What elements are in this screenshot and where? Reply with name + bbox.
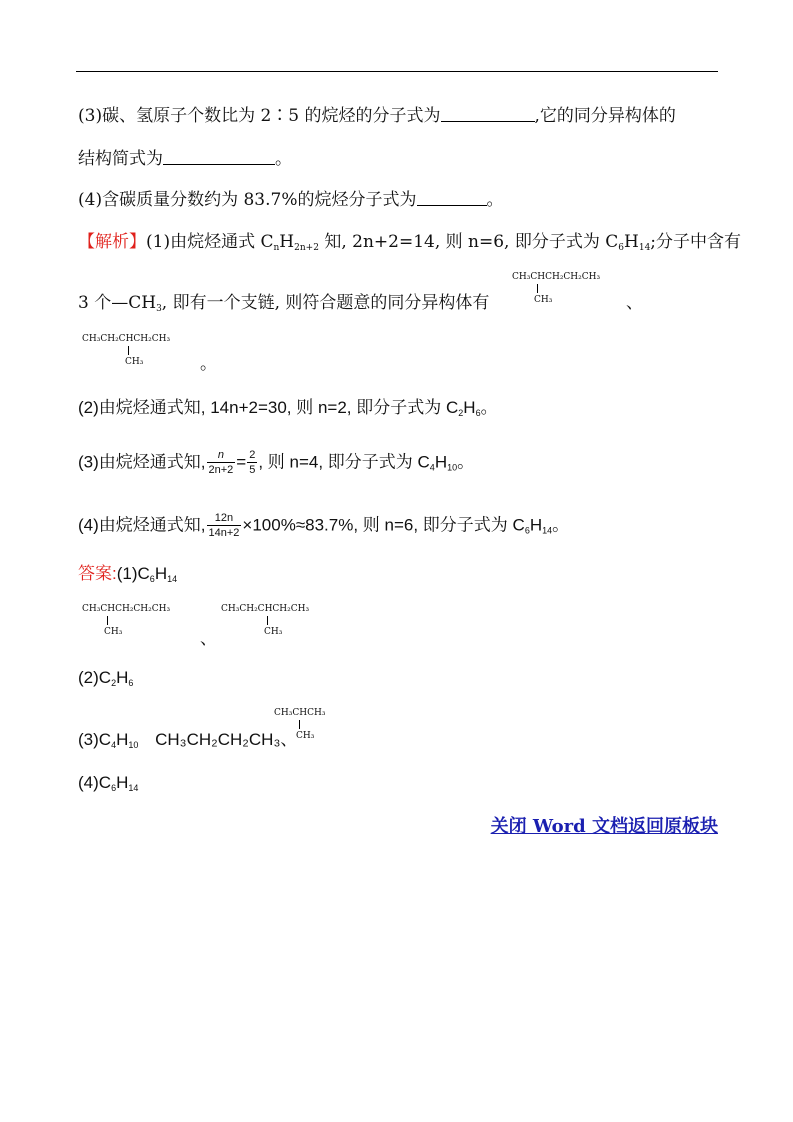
q4-text-2: 。 bbox=[486, 190, 504, 210]
text: (1)C bbox=[116, 564, 150, 583]
fraction bbox=[207, 512, 242, 540]
numerator: 2 bbox=[249, 449, 256, 461]
text: H bbox=[154, 564, 168, 583]
q3-text: (3)碳、氢原子个数比为 2∶5 的烷烃的分子式为 bbox=[78, 106, 441, 126]
structure-main-chain: CH₃CHCH₂CH₂CH₃ bbox=[512, 272, 601, 282]
text: 、 bbox=[626, 293, 643, 313]
question-3-line-1 bbox=[78, 105, 676, 127]
header-rule bbox=[76, 71, 718, 72]
structure-branch: CH₃ bbox=[125, 357, 144, 367]
structure-branch: CH₃ bbox=[264, 627, 283, 637]
text: , 即有一个支链, 则符合题意的同分异构体有 bbox=[161, 293, 490, 313]
subscript: 6 bbox=[475, 408, 481, 418]
text: H bbox=[279, 232, 295, 252]
text: (4)C bbox=[78, 773, 112, 792]
structure-main-chain: CH₃CHCH₃ bbox=[274, 708, 326, 718]
subscript: 6 bbox=[128, 678, 134, 688]
subscript: 14 bbox=[167, 574, 178, 584]
structure-main-chain: CH₃CHCH₂CH₂CH₃ bbox=[82, 604, 171, 614]
q3-text-2: ,它的同分异构体的 bbox=[534, 106, 676, 126]
bond-line bbox=[537, 284, 538, 293]
subscript: 10 bbox=[447, 462, 458, 473]
text: (3)由烷烃通式知, bbox=[78, 452, 206, 472]
fraction bbox=[207, 449, 236, 477]
subscript: 2n+2 bbox=[294, 243, 319, 253]
subscript: 14 bbox=[128, 783, 139, 793]
answer-blank bbox=[163, 148, 275, 165]
text: 。 bbox=[457, 452, 475, 472]
bond-line bbox=[299, 720, 300, 729]
answer-line-4 bbox=[78, 772, 138, 794]
subscript: 2 bbox=[111, 678, 117, 688]
text: (4)由烷烃通式知, bbox=[78, 515, 206, 535]
analysis-line-s2 bbox=[78, 397, 498, 419]
structure-2-methylpentane bbox=[512, 272, 601, 305]
text: 。 bbox=[200, 354, 217, 374]
text: 3 个—CH bbox=[78, 293, 157, 313]
answer-line-3 bbox=[78, 729, 297, 751]
numerator: 12n bbox=[214, 512, 234, 524]
text: H bbox=[116, 773, 129, 792]
text: H bbox=[434, 452, 448, 472]
structure-branch: CH₃ bbox=[296, 731, 315, 741]
question-3-line-2 bbox=[78, 148, 292, 170]
text: (1)由烷烃通式 C bbox=[146, 232, 274, 252]
subscript: 4 bbox=[429, 462, 435, 473]
analysis-line-s3 bbox=[78, 449, 474, 477]
text: 。 bbox=[480, 398, 498, 417]
fraction bbox=[247, 449, 257, 477]
text: 知, 2n+2=14, 则 n=6, 即分子式为 C bbox=[318, 232, 619, 252]
structure-main-chain: CH₃CH₂CHCH₂CH₃ bbox=[82, 334, 171, 344]
q4-text: (4)含碳质量分数约为 83.7%的烷烃分子式为 bbox=[78, 190, 417, 210]
bond-line bbox=[267, 616, 268, 625]
answer-blank bbox=[417, 189, 487, 206]
analysis-label: 【解析】 bbox=[78, 232, 146, 252]
subscript: 2 bbox=[458, 408, 464, 418]
text: (2)C bbox=[78, 668, 112, 687]
text: = bbox=[236, 452, 247, 472]
text: H bbox=[624, 232, 639, 252]
separator bbox=[626, 292, 643, 314]
analysis-line-2 bbox=[78, 292, 489, 314]
close-word-return-link[interactable]: 关闭 Word 文档返回原板块 bbox=[490, 816, 718, 837]
q3-text-3: 结构简式为 bbox=[78, 149, 163, 169]
text: (3)C bbox=[78, 730, 112, 749]
analysis-line-1 bbox=[78, 231, 741, 253]
bond-line bbox=[107, 616, 108, 625]
text: , 则 n=4, 即分子式为 C bbox=[258, 452, 430, 472]
analysis-line-s4 bbox=[78, 512, 569, 540]
denominator: 2n+2 bbox=[208, 464, 234, 476]
subscript: n bbox=[273, 243, 280, 253]
answer-blank bbox=[441, 105, 535, 122]
numerator: n bbox=[217, 449, 224, 461]
answer-structure-isobutane bbox=[274, 708, 326, 741]
text: H bbox=[116, 730, 129, 749]
text: 、 bbox=[200, 629, 217, 649]
subscript: 14 bbox=[638, 243, 651, 253]
text: (2)由烷烃通式知, 14n+2=30, 则 n=2, 即分子式为 C bbox=[78, 398, 459, 417]
subscript: 6 bbox=[149, 574, 155, 584]
answer-line-2 bbox=[78, 667, 133, 689]
bond-line bbox=[128, 346, 129, 355]
text: CH₃CH₂CH₂CH₃、 bbox=[155, 730, 298, 749]
denominator: 5 bbox=[249, 464, 256, 476]
subscript: 3 bbox=[156, 304, 162, 314]
subscript: 6 bbox=[111, 783, 117, 793]
period bbox=[200, 353, 217, 375]
separator bbox=[200, 628, 217, 650]
structure-branch: CH₃ bbox=[534, 295, 553, 305]
subscript: 6 bbox=[618, 243, 625, 253]
text: H bbox=[463, 398, 476, 417]
answer-line-1 bbox=[78, 563, 177, 585]
subscript: 4 bbox=[111, 740, 117, 750]
subscript: 10 bbox=[128, 740, 139, 750]
text: 。 bbox=[552, 515, 570, 535]
text: ×100%≈83.7%, 则 n=6, 即分子式为 C bbox=[242, 515, 525, 535]
answer-structure-b bbox=[221, 604, 310, 637]
structure-branch: CH₃ bbox=[104, 627, 123, 637]
structure-main-chain: CH₃CH₂CHCH₂CH₃ bbox=[221, 604, 310, 614]
answer-label: 答案: bbox=[78, 564, 117, 583]
question-4-line bbox=[78, 189, 504, 211]
structure-3-methylpentane bbox=[82, 334, 171, 367]
text: ;分子中含有 bbox=[650, 232, 742, 252]
answer-structure-a bbox=[82, 604, 171, 637]
text: H bbox=[116, 668, 129, 687]
q3-text-4: 。 bbox=[275, 149, 292, 169]
denominator: 14n+2 bbox=[208, 527, 240, 539]
text: H bbox=[529, 515, 543, 535]
subscript: 6 bbox=[524, 525, 530, 536]
subscript: 14 bbox=[542, 525, 553, 536]
